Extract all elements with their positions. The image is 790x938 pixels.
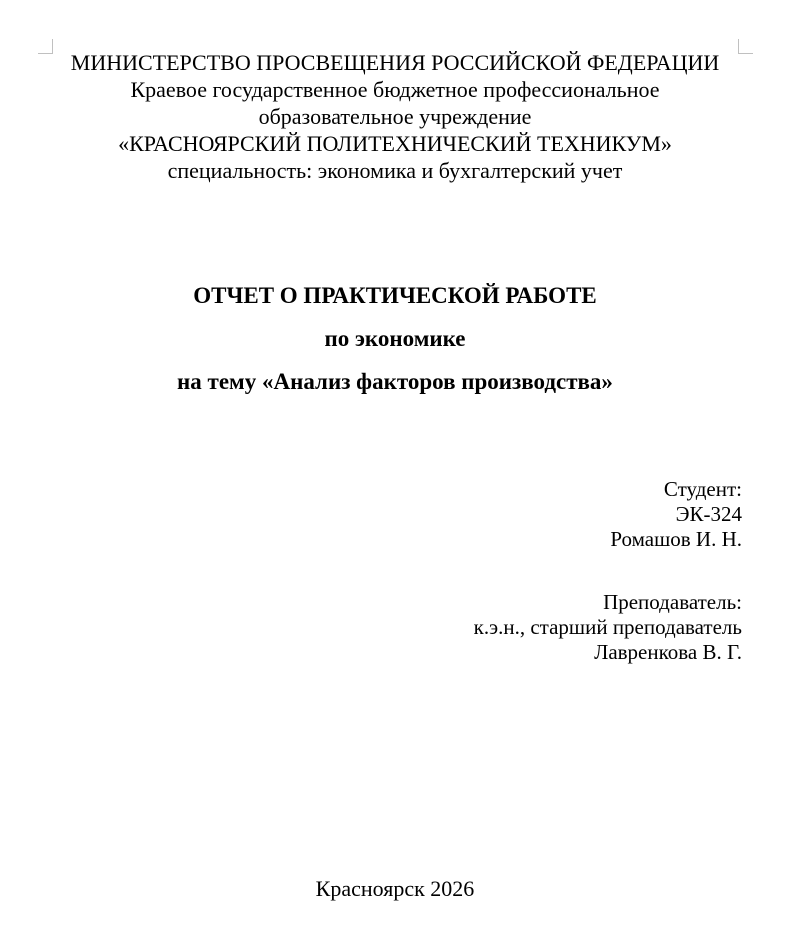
report-title-line-1: ОТЧЕТ О ПРАКТИЧЕСКОЙ РАБОТЕ xyxy=(193,283,597,308)
college-name: «КРАСНОЯРСКИЙ ПОЛИТЕХНИЧЕСКИЙ ТЕХНИКУМ» xyxy=(118,131,672,156)
margin-mark-top-right-icon xyxy=(738,39,753,54)
ministry-line: МИНИСТЕРСТВО ПРОСВЕЩЕНИЯ РОССИЙСКОЙ ФЕДЕРАЦИИ xyxy=(70,50,720,75)
student-group: ЭК-324 xyxy=(675,502,742,526)
specialty-line: специальность: экономика и бухгалтерский учет xyxy=(167,158,623,183)
teacher-credits xyxy=(52,590,742,665)
city-year: Красноярск 2026 xyxy=(315,876,475,901)
teacher-name: Лавренкова В. Г. xyxy=(594,640,742,664)
student-name: Ромашов И. Н. xyxy=(610,527,742,551)
student-label: Студент: xyxy=(663,477,742,501)
institution-line-2: образовательное учреждение xyxy=(258,104,532,129)
report-title xyxy=(52,274,738,403)
teacher-degree: к.э.н., старший преподаватель xyxy=(473,615,742,639)
student-credits xyxy=(52,477,742,552)
margin-mark-top-left-icon xyxy=(38,39,53,54)
document-header xyxy=(52,49,738,184)
institution-line-1: Краевое государственное бюджетное профессиональное xyxy=(130,77,660,102)
report-title-line-2: по экономике xyxy=(324,326,466,351)
report-title-line-3: на тему «Анализ факторов производства» xyxy=(177,369,613,394)
teacher-label: Преподаватель: xyxy=(603,590,742,614)
